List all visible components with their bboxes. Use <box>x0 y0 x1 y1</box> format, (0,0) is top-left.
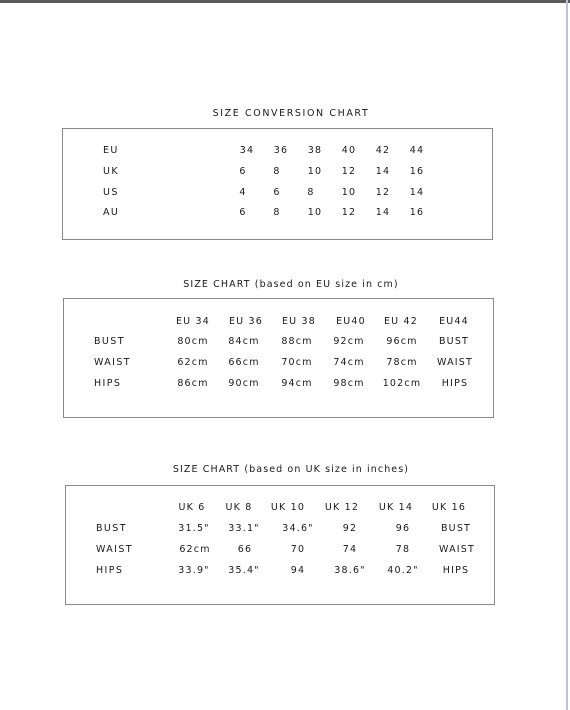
table-cell: 102cm <box>382 378 422 389</box>
row-label: BUST <box>96 523 127 534</box>
table-cell: 66cm <box>228 357 260 368</box>
eu-size-table <box>63 298 494 418</box>
table-cell: 31.5" <box>178 523 210 534</box>
column-header: UK 8 <box>225 502 253 513</box>
table-row <box>66 564 494 578</box>
table-cell: 6 <box>273 187 281 198</box>
table-cell: 38.6" <box>334 565 366 576</box>
uk-size-chart-title: SIZE CHART (based on UK size in inches) <box>172 464 410 475</box>
row-label: EU <box>103 145 119 156</box>
table-cell: 92 <box>342 523 358 534</box>
column-header: UK 10 <box>270 502 306 513</box>
table-cell: 6 <box>239 166 247 177</box>
column-header: UK 16 <box>431 502 467 513</box>
row-label: BUST <box>94 336 125 347</box>
column-header: EU 38 <box>281 316 317 327</box>
eu-size-chart-title: SIZE CHART (based on EU size in cm) <box>183 279 399 290</box>
table-cell: 94 <box>290 565 306 576</box>
table-cell: 74 <box>342 544 358 555</box>
table-cell: 70cm <box>281 357 313 368</box>
column-header: EU40 <box>336 316 366 327</box>
table-cell: 74cm <box>333 357 365 368</box>
table-row <box>64 356 493 370</box>
table-cell: 16 <box>409 207 425 218</box>
conversion-chart-title: SIZE CONVERSION CHART <box>212 108 370 119</box>
column-header: UK 6 <box>178 502 206 513</box>
table-row <box>64 377 493 391</box>
row-label: WAIST <box>96 544 134 555</box>
table-cell: 44 <box>409 145 425 156</box>
table-cell: 10 <box>341 187 357 198</box>
table-cell: WAIST <box>436 357 474 368</box>
table-cell: 62cm <box>179 544 211 555</box>
page-right-border <box>566 0 568 710</box>
table-cell: 84cm <box>228 336 260 347</box>
column-header: UK 14 <box>378 502 414 513</box>
table-cell: 40 <box>341 145 357 156</box>
table-cell: 34.6" <box>282 523 314 534</box>
table-row <box>66 522 494 536</box>
column-header: UK 12 <box>324 502 360 513</box>
table-cell: 66 <box>237 544 253 555</box>
table-cell: 94cm <box>281 378 313 389</box>
table-cell: 86cm <box>177 378 209 389</box>
table-cell: 8 <box>307 187 315 198</box>
table-row <box>63 165 492 179</box>
table-cell: 40.2" <box>387 565 419 576</box>
table-cell: BUST <box>440 523 472 534</box>
table-row <box>64 335 493 349</box>
table-cell: 88cm <box>281 336 313 347</box>
table-cell: 4 <box>239 187 247 198</box>
table-cell: 12 <box>341 166 357 177</box>
table-row <box>63 206 492 220</box>
column-header: EU 36 <box>228 316 264 327</box>
row-label: HIPS <box>94 378 122 389</box>
table-cell: BUST <box>438 336 470 347</box>
table-cell: 78 <box>395 544 411 555</box>
table-cell: 10 <box>307 207 323 218</box>
table-cell: 78cm <box>386 357 418 368</box>
table-cell: 8 <box>273 166 281 177</box>
table-cell: 12 <box>375 187 391 198</box>
table-cell: 98cm <box>333 378 365 389</box>
table-cell: 62cm <box>177 357 209 368</box>
table-cell: 14 <box>375 207 391 218</box>
row-label: HIPS <box>96 565 124 576</box>
row-label: AU <box>103 207 120 218</box>
row-label: US <box>103 187 119 198</box>
table-cell: 42 <box>375 145 391 156</box>
table-cell: 33.9" <box>178 565 210 576</box>
column-header: EU 34 <box>175 316 211 327</box>
table-cell: 16 <box>409 166 425 177</box>
row-label: UK <box>103 166 119 177</box>
column-header: EU44 <box>439 316 469 327</box>
table-row <box>63 186 492 200</box>
table-cell: HIPS <box>441 378 469 389</box>
table-cell: 10 <box>307 166 323 177</box>
table-cell: 14 <box>375 166 391 177</box>
table-cell: 35.4" <box>228 565 260 576</box>
row-label: WAIST <box>94 357 132 368</box>
table-row <box>66 543 494 557</box>
table-cell: 6 <box>239 207 247 218</box>
table-cell: 33.1" <box>228 523 260 534</box>
table-row <box>63 144 492 158</box>
table-cell: 90cm <box>228 378 260 389</box>
table-cell: 8 <box>273 207 281 218</box>
table-cell: 12 <box>341 207 357 218</box>
table-cell: 96 <box>395 523 411 534</box>
uk-size-table <box>65 485 495 605</box>
table-cell: 80cm <box>177 336 209 347</box>
table-cell: 38 <box>307 145 323 156</box>
table-cell: 34 <box>239 145 255 156</box>
table-header-row <box>66 501 494 515</box>
conversion-table <box>62 128 493 240</box>
table-cell: 14 <box>409 187 425 198</box>
table-cell: WAIST <box>438 544 476 555</box>
table-cell: 36 <box>273 145 289 156</box>
table-cell: 96cm <box>386 336 418 347</box>
table-cell: HIPS <box>442 565 470 576</box>
table-cell: 92cm <box>333 336 365 347</box>
table-cell: 70 <box>290 544 306 555</box>
table-header-row <box>64 315 493 329</box>
page-top-border <box>0 0 570 3</box>
column-header: EU 42 <box>383 316 419 327</box>
